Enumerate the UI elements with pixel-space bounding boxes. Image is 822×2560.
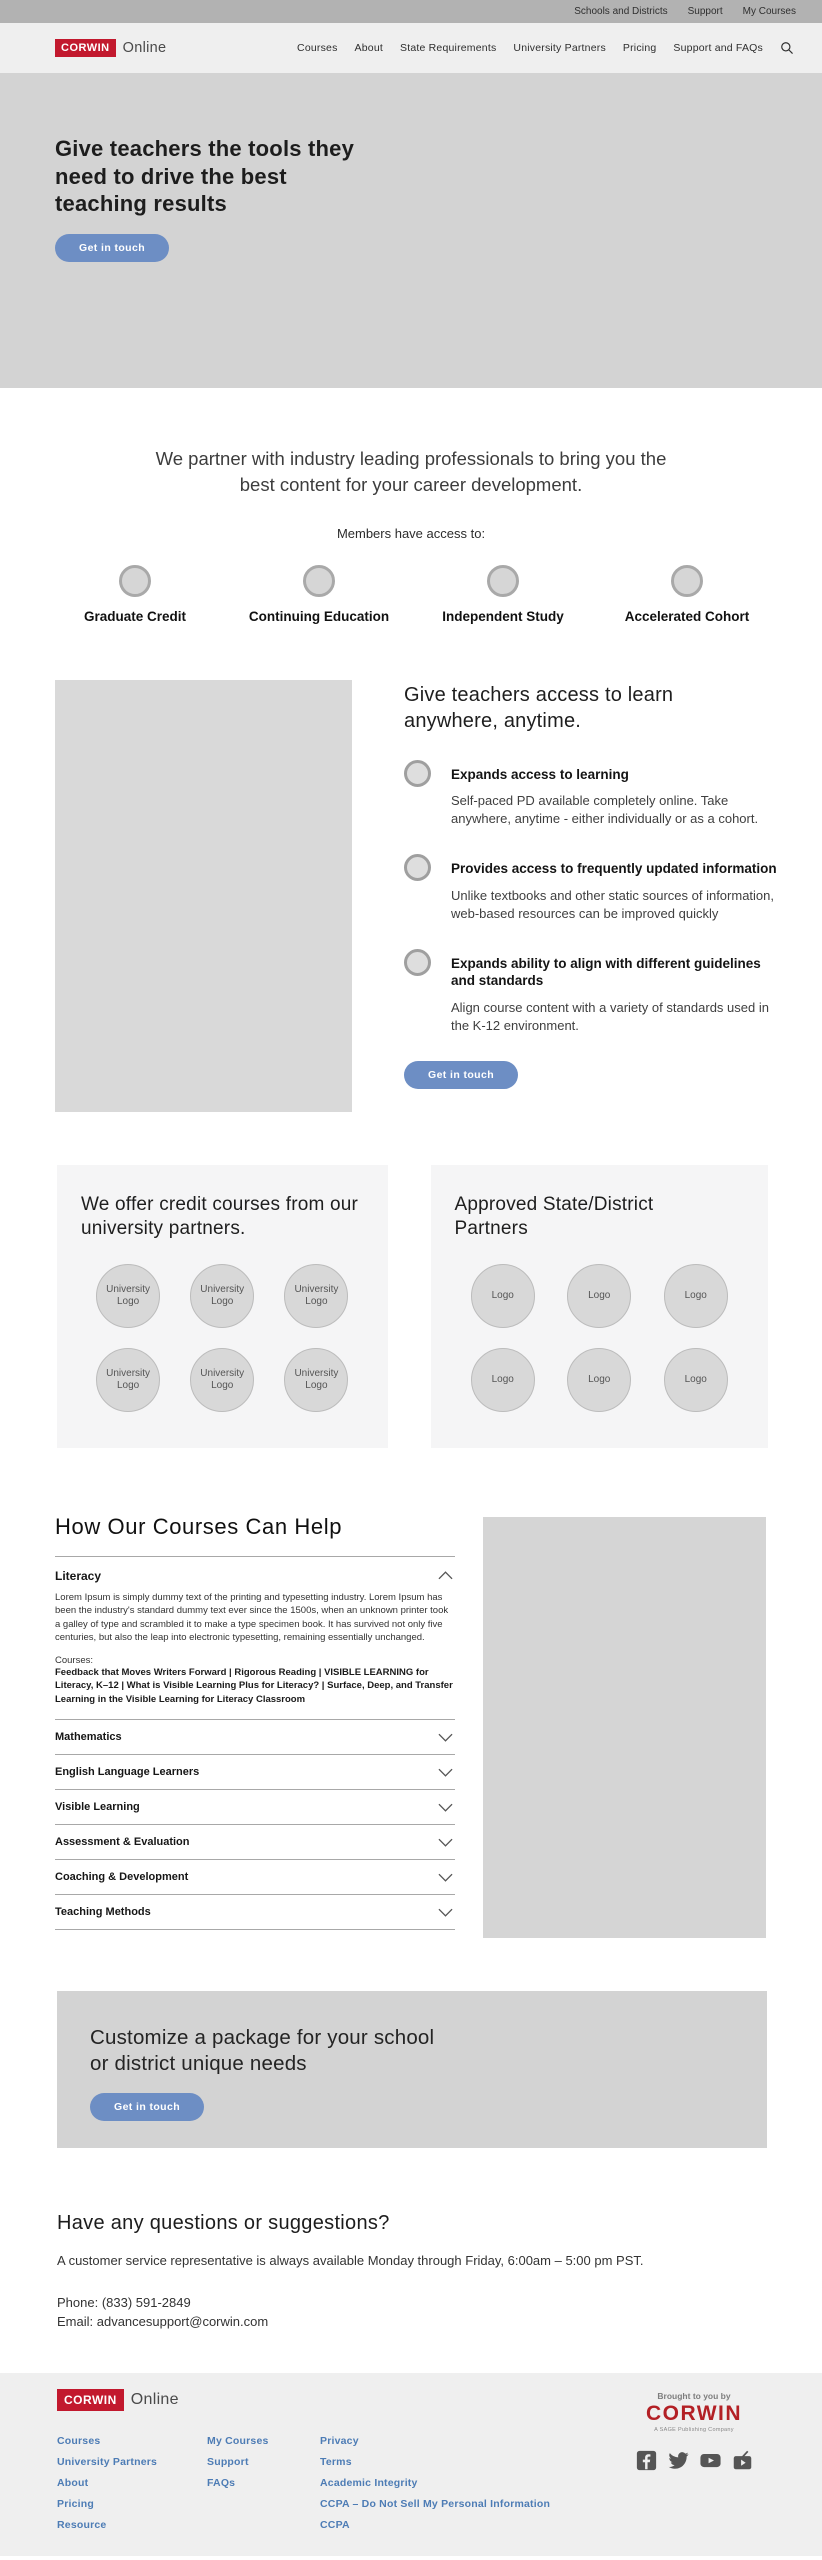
main-nav (0, 23, 822, 73)
footer-link-courses[interactable]: Courses (57, 2435, 101, 2448)
chevron-down-icon (438, 1733, 453, 1742)
youtube-icon[interactable] (700, 2450, 721, 2471)
contact-heading: Have any questions or suggestions? (57, 2211, 390, 2234)
member-benefits-row (46, 565, 776, 624)
chevron-down-icon (438, 1768, 453, 1777)
bullet-body: Self-paced PD available completely online. Take anywhere, anytime - either individually or as a cohort. (451, 793, 759, 827)
district-logo-placeholder: Logo (664, 1264, 728, 1328)
courses-help-section (55, 1514, 822, 1938)
accordion-label: English Language Learners (55, 1766, 200, 1779)
feature-bullet (404, 854, 796, 922)
social-icons (610, 2450, 778, 2471)
accelerated-cohort-icon (671, 565, 703, 597)
accordion-item-mathematics[interactable] (55, 1720, 455, 1755)
district-partners-card (431, 1165, 769, 1448)
footer-link-resource[interactable]: Resource (57, 2519, 107, 2532)
topbar-link-support[interactable]: Support (687, 6, 723, 17)
district-logo-placeholder: Logo (664, 1348, 728, 1412)
contact-phone: Phone: (833) 591-2849 (57, 2294, 191, 2310)
footer-link-support[interactable]: Support (207, 2456, 249, 2469)
accordion-item-visible-learning[interactable] (55, 1790, 455, 1825)
footer-column-1 (57, 2435, 207, 2531)
accordion-label: Coaching & Development (55, 1871, 189, 1884)
contact-email: Email: advancesupport@corwin.com (57, 2313, 269, 2329)
member-label: Accelerated Cohort (624, 608, 750, 624)
graduate-credit-icon (119, 565, 151, 597)
corwin-brand-logo[interactable]: CORWIN (645, 2402, 743, 2426)
university-logo-placeholder: University Logo (284, 1264, 348, 1328)
accordion-body-text: Lorem Ipsum is simply dummy text of the printing and typesetting industry. Lorem Ipsum has been the industry's standard dummy text ever since the 1500s, when an unknown printer took a galley of type and scrambled it to make a type specimen book. It has survived not only five centuries, but also the leap into electronic typesetting, remaining essentially unchanged. (55, 1591, 449, 1644)
sage-tagline: A SAGE Publishing Company (654, 2427, 734, 2434)
footer-link-ccpa[interactable]: CCPA (320, 2519, 350, 2532)
utility-bar (0, 0, 822, 23)
logo-suffix: Online (130, 2391, 179, 2409)
district-card-heading: Approved State/District Partners (454, 1193, 654, 1240)
member-item-continuing-education (230, 565, 408, 624)
bullet-title: Provides access to frequently updated information (451, 861, 777, 877)
topbar-link-my-courses[interactable]: My Courses (742, 6, 796, 17)
member-item-independent-study (414, 565, 592, 624)
university-logo-placeholder: University Logo (96, 1264, 160, 1328)
hero-section (0, 73, 822, 388)
university-logo-placeholder: University Logo (284, 1348, 348, 1412)
nav-link-about[interactable]: About (354, 42, 383, 54)
brought-to-you-by-label: Brought to you by (657, 2391, 731, 2402)
contact-section (57, 2212, 822, 2332)
chevron-down-icon (438, 1803, 453, 1812)
member-label: Graduate Credit (83, 608, 187, 624)
university-card-heading: We offer credit courses from our university partners. (81, 1193, 359, 1240)
accordion-label: Assessment & Evaluation (55, 1836, 190, 1849)
nav-link-state-requirements[interactable]: State Requirements (400, 42, 497, 54)
bullet-circle-icon (404, 760, 431, 787)
district-logo-placeholder: Logo (471, 1264, 535, 1328)
accordion-label: Literacy (55, 1568, 102, 1583)
nav-links (297, 41, 794, 55)
footer-link-university-partners[interactable]: University Partners (57, 2456, 158, 2469)
twitter-icon[interactable] (668, 2450, 689, 2471)
corwin-logo-box: CORWIN (57, 2389, 124, 2411)
bullet-title: Expands ability to align with different guidelines and standards (451, 955, 761, 989)
chevron-down-icon (438, 1838, 453, 1847)
nav-link-pricing[interactable]: Pricing (622, 42, 657, 54)
footer-link-ccpa-do-not-sell[interactable]: CCPA – Do Not Sell My Personal Information (320, 2498, 551, 2511)
logo-suffix: Online (122, 40, 167, 56)
feature-bullet (404, 760, 796, 828)
nav-link-support-and-faqs[interactable]: Support and FAQs (673, 42, 763, 54)
footer-link-pricing[interactable]: Pricing (57, 2498, 94, 2511)
corwin-online-logo[interactable] (55, 39, 166, 57)
partner-cards (57, 1165, 768, 1448)
nav-link-courses[interactable]: Courses (297, 42, 338, 54)
chevron-down-icon (438, 1908, 453, 1917)
university-partners-card (57, 1165, 388, 1448)
accordion-label: Teaching Methods (55, 1906, 151, 1919)
topbar-link-schools-and-districts[interactable]: Schools and Districts (574, 6, 668, 17)
member-item-graduate-credit (46, 565, 224, 624)
chevron-up-icon (438, 1571, 453, 1580)
customize-heading: Customize a package for your school or district unique needs (90, 2025, 435, 2076)
footer-column-3 (320, 2435, 610, 2531)
chevron-down-icon (438, 1873, 453, 1882)
features-content (404, 680, 796, 1112)
search-icon[interactable] (780, 41, 794, 55)
customize-banner (57, 1991, 767, 2148)
courses-help-heading: How Our Courses Can Help (55, 1513, 343, 1539)
university-logo-grid (81, 1264, 364, 1412)
bullet-circle-icon (404, 854, 431, 881)
accordion-item-literacy[interactable] (55, 1557, 455, 1591)
footer-link-academic-integrity[interactable]: Academic Integrity (320, 2477, 418, 2490)
member-label: Independent Study (442, 608, 564, 624)
feature-bullet (404, 949, 796, 1035)
intro-heading: We partner with industry leading professionals to bring you the best content for your career development. (155, 448, 667, 495)
feature-image-placeholder (55, 680, 352, 1112)
district-logo-placeholder: Logo (567, 1264, 631, 1328)
footer-brand-block (610, 2389, 778, 2556)
accordion-item-teaching-methods[interactable] (55, 1895, 455, 1930)
bullet-body: Align course content with a variety of standards used in the K-12 environment. (451, 999, 769, 1033)
customize-get-in-touch-button[interactable]: Get in touch (90, 2093, 204, 2121)
footer (0, 2373, 822, 2556)
independent-study-icon (487, 565, 519, 597)
member-item-accelerated-cohort (598, 565, 776, 624)
hero-get-in-touch-button[interactable]: Get in touch (55, 234, 169, 262)
features-heading: Give teachers access to learn anywhere, anytime. (404, 683, 674, 732)
hero-heading: Give teachers the tools they need to drive the best teaching results (55, 136, 355, 217)
footer-corwin-online-logo[interactable] (57, 2389, 610, 2411)
accordion-item-coaching-development[interactable] (55, 1860, 455, 1895)
accordion-item-english-language-learners[interactable] (55, 1755, 455, 1790)
member-label: Continuing Education (248, 608, 390, 624)
facebook-icon[interactable] (636, 2450, 657, 2471)
members-access-label: Members have access to: (336, 525, 486, 541)
accordion (55, 1514, 455, 1938)
nav-link-university-partners[interactable]: University Partners (513, 42, 606, 54)
footer-link-columns (57, 2435, 610, 2531)
university-logo-placeholder: University Logo (190, 1264, 254, 1328)
footer-link-my-courses[interactable]: My Courses (207, 2435, 269, 2448)
footer-column-2 (207, 2435, 320, 2531)
footer-link-about[interactable]: About (57, 2477, 89, 2490)
bullet-title: Expands access to learning (451, 766, 629, 782)
features-section (0, 680, 822, 1112)
district-logo-placeholder: Logo (567, 1348, 631, 1412)
tv-play-icon[interactable] (732, 2450, 753, 2471)
courses-list: Feedback that Moves Writers Forward | Rigorous Reading | VISIBLE LEARNING for Literacy, K–12 | What is Visible Learning Plus for Literacy? | Surface, Deep, and Transfer Learning in the Visible Learning for Literacy Classroom (55, 1666, 453, 1706)
features-get-in-touch-button[interactable]: Get in touch (404, 1061, 518, 1089)
footer-link-privacy[interactable]: Privacy (320, 2435, 359, 2448)
footer-link-terms[interactable]: Terms (320, 2456, 352, 2469)
courses-image-placeholder (483, 1517, 766, 1938)
accordion-label: Mathematics (55, 1731, 122, 1744)
footer-link-faqs[interactable]: FAQs (207, 2477, 236, 2490)
contact-availability: A customer service representative is always available Monday through Friday, 6:00am – 5:00 pm PST. (57, 2252, 644, 2268)
accordion-label: Visible Learning (55, 1801, 140, 1814)
corwin-logo-box: CORWIN (55, 39, 116, 57)
university-logo-placeholder: University Logo (96, 1348, 160, 1412)
continuing-education-icon (303, 565, 335, 597)
district-logo-grid (455, 1264, 745, 1412)
bullet-body: Unlike textbooks and other static sources of information, web-based resources can be improved quickly (451, 887, 774, 921)
university-logo-placeholder: University Logo (190, 1348, 254, 1412)
accordion-item-assessment-evaluation[interactable] (55, 1825, 455, 1860)
intro-section (0, 388, 822, 680)
district-logo-placeholder: Logo (471, 1348, 535, 1412)
courses-list-label: Courses: (55, 1654, 94, 1666)
bullet-circle-icon (404, 949, 431, 976)
